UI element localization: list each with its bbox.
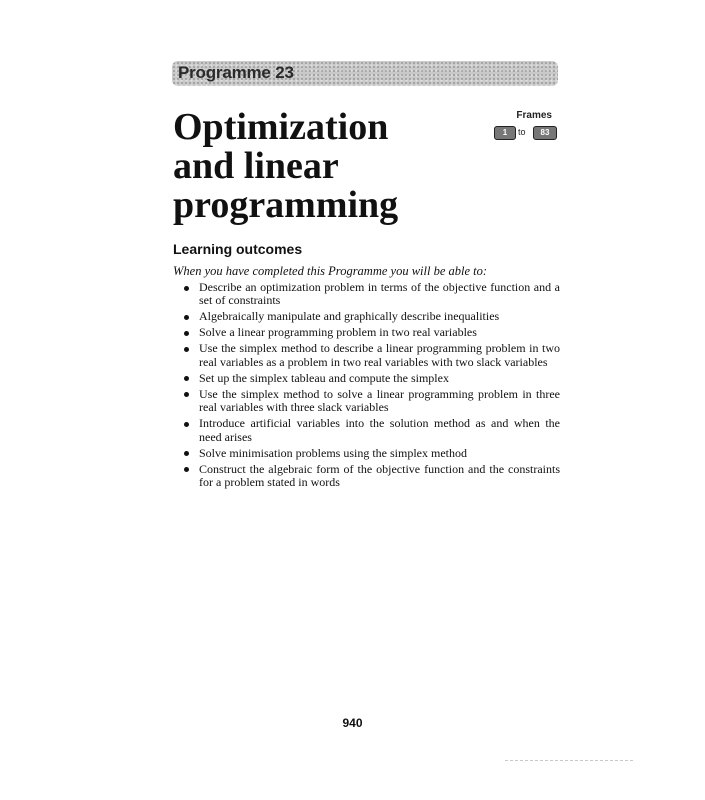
scan-artifact bbox=[505, 760, 633, 761]
frame-end-box: 83 bbox=[533, 126, 557, 140]
bullet-icon bbox=[184, 286, 189, 291]
list-item bbox=[184, 447, 560, 460]
frames-indicator bbox=[490, 110, 560, 142]
frames-to-text: to bbox=[518, 127, 526, 137]
bullet-icon bbox=[184, 392, 189, 397]
frames-label: Frames bbox=[516, 110, 552, 121]
outcome-text: Introduce artificial variables into the solution method as and when the need arises bbox=[199, 416, 560, 444]
bullet-icon bbox=[184, 331, 189, 336]
title-line: programming bbox=[173, 184, 399, 226]
outcome-text: Describe an optimization problem in terms of the objective function and a set of constraints bbox=[199, 280, 560, 308]
bullet-icon bbox=[184, 467, 189, 472]
bullet-icon bbox=[184, 347, 189, 352]
list-item bbox=[184, 372, 560, 385]
learning-outcomes-list bbox=[184, 281, 560, 492]
list-item bbox=[184, 310, 560, 323]
list-item bbox=[184, 417, 560, 444]
title-line: Optimization bbox=[173, 106, 389, 148]
frame-start-box: 1 bbox=[494, 126, 516, 140]
bullet-icon bbox=[184, 376, 189, 381]
list-item bbox=[184, 463, 560, 490]
bullet-icon bbox=[184, 315, 189, 320]
bullet-icon bbox=[184, 422, 189, 427]
outcome-text: Solve minimisation problems using the simplex method bbox=[199, 445, 467, 460]
bullet-icon bbox=[184, 451, 189, 456]
programme-banner bbox=[172, 61, 558, 86]
programme-label: Programme 23 bbox=[178, 63, 294, 82]
outcome-text: Use the simplex method to describe a linear programming problem in two real variables as a problem in two real variables with two slack variables bbox=[199, 341, 560, 369]
list-item bbox=[184, 342, 560, 369]
learning-outcomes-heading: Learning outcomes bbox=[173, 241, 303, 257]
page-number: 940 bbox=[342, 716, 363, 730]
title-line: and linear bbox=[173, 145, 339, 187]
outcome-text: Construct the algebraic form of the objective function and the constraints for a problem stated in words bbox=[199, 461, 560, 490]
outcome-text: Set up the simplex tableau and compute the simplex bbox=[199, 370, 449, 385]
outcome-text: Algebraically manipulate and graphically describe inequalities bbox=[199, 309, 500, 324]
list-item bbox=[184, 388, 560, 415]
outcome-text: Use the simplex method to solve a linear programming problem in three real variables with three slack variables bbox=[199, 386, 560, 415]
page-title bbox=[173, 108, 473, 225]
learning-outcomes-intro: When you have completed this Programme you will be able to: bbox=[173, 264, 488, 278]
list-item bbox=[184, 281, 560, 308]
list-item bbox=[184, 326, 560, 339]
outcome-text: Solve a linear programming problem in two real variables bbox=[199, 325, 477, 340]
